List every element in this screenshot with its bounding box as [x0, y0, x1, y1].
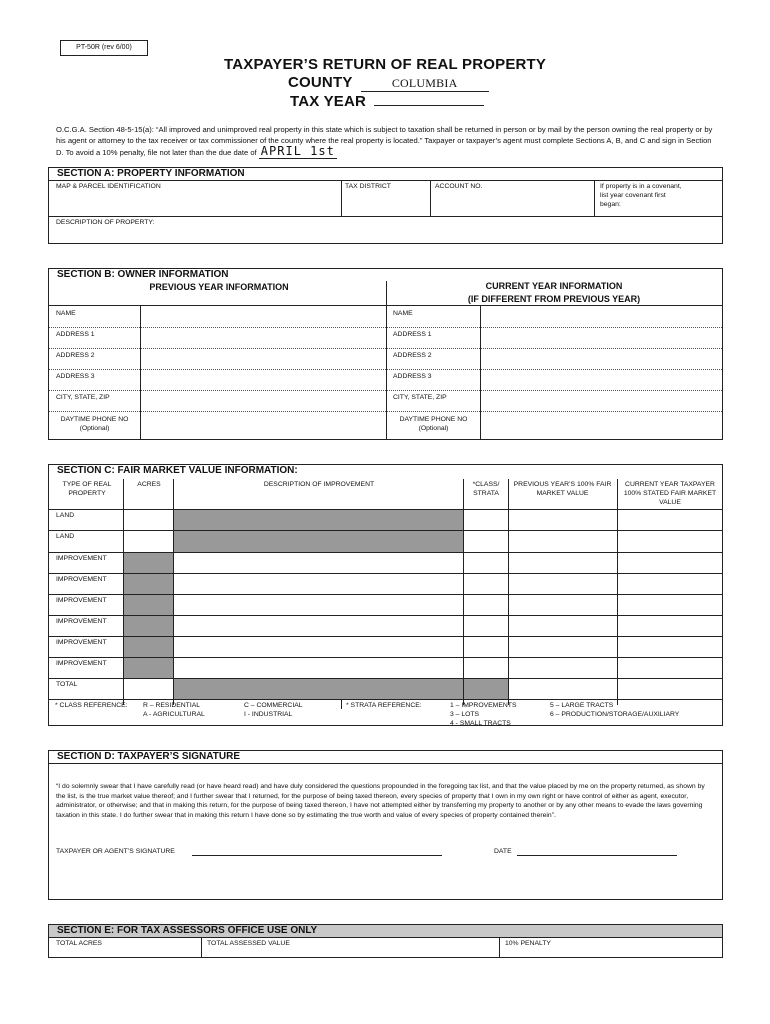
- class-strata-column[interactable]: [464, 510, 508, 678]
- prev-address1-field[interactable]: [141, 328, 386, 348]
- improvement1-desc-field[interactable]: [174, 553, 463, 573]
- form-title: TAXPAYER’S RETURN OF REAL PROPERTY: [224, 56, 547, 73]
- curr-address3-label: ADDRESS 3: [393, 373, 432, 380]
- prev-address3-label: ADDRESS 3: [56, 373, 95, 380]
- account-no-label: ACCOUNT NO.: [435, 183, 483, 190]
- shade-land1-desc: [174, 510, 463, 530]
- penalty-label: 10% PENALTY: [505, 940, 551, 947]
- covenant-year-field[interactable]: [594, 181, 722, 216]
- prev-address3-field[interactable]: [141, 370, 386, 390]
- shade-total-class: [464, 679, 508, 699]
- intro-text: [56, 124, 716, 158]
- oath-text: “I do solemnly swear that I have carefully read (or have heard read) and have duly considered the questions propounded in the foregoing tax list, and that the value placed by me on the property returned, as shown by the list, is the true market value thereof; and I further swear that I returned, for the purpose of being taxed thereon, every species of property that I own in my own right or have control of either as agent, executor, administrator, or otherwise; and that in making this return, for the purpose of being taxed thereon, I have not attempted either by transferring my property to another or by any other means to evade the laws governing taxation in this state. I do further swear that in making this return I have done so by estimating the true worth and value of every species of property contained therein”.: [56, 783, 705, 819]
- tax-year-field[interactable]: [374, 92, 484, 106]
- tax-district-field[interactable]: [341, 181, 430, 216]
- improvement5-desc-field[interactable]: [174, 637, 463, 657]
- tax-district-label: TAX DISTRICT: [345, 183, 391, 190]
- shade-land2-desc: [174, 531, 463, 552]
- strata-4: 4 - SMALL TRACTS: [450, 720, 511, 727]
- curr-phone-text: DAYTIME PHONE NO: [399, 416, 468, 423]
- curr-name-label: NAME: [393, 310, 413, 317]
- map-parcel-label: MAP & PARCEL IDENTIFICATION: [56, 183, 161, 190]
- prev-address2-field[interactable]: [141, 349, 386, 369]
- prev-address1-label: ADDRESS 1: [56, 331, 95, 338]
- county-field[interactable]: COLUMBIA: [361, 76, 489, 92]
- class-i: I - INDUSTRIAL: [244, 711, 293, 718]
- covenant-label: If property is in a covenant, list year covenant first began:: [600, 183, 682, 208]
- strata-3: 3 – LOTS: [450, 711, 480, 718]
- prev-phone-optional: (Optional): [79, 425, 110, 432]
- total-acres-label: TOTAL ACRES: [56, 940, 102, 947]
- col-desc-label: DESCRIPTION OF IMPROVEMENT: [263, 481, 375, 488]
- curr-city-field[interactable]: [481, 391, 722, 411]
- curr-phone-field[interactable]: [481, 412, 722, 439]
- prev-phone-text: DAYTIME PHONE NO: [60, 416, 129, 423]
- section-a: [48, 167, 723, 244]
- curr-address3-field[interactable]: [481, 370, 722, 390]
- improvement3-desc-field[interactable]: [174, 595, 463, 615]
- account-no-field[interactable]: [430, 181, 594, 216]
- description-field[interactable]: [49, 216, 722, 243]
- tax-year-label: TAX YEAR: [290, 93, 367, 110]
- section-d-heading: SECTION D: TAXPAYER’S SIGNATURE: [49, 751, 722, 764]
- curr-address1-field[interactable]: [481, 328, 722, 348]
- form-id: PT-50R (rev 6/00): [60, 40, 148, 56]
- shade-total-desc: [174, 679, 463, 699]
- curr-address2-field[interactable]: [481, 349, 722, 369]
- col-type-label: TYPE OF REAL PROPERTY: [62, 481, 112, 497]
- curr-phone-label: [387, 415, 480, 433]
- curr-phone-optional: (Optional): [418, 425, 449, 432]
- section-b: [48, 268, 723, 440]
- col-acres-label: ACRES: [137, 481, 161, 488]
- signature-field[interactable]: [192, 846, 442, 856]
- intro-statute: O.C.G.A. Section 48-5-15(a): “All improved and unimproved real property in this state which is subject to taxation shall be returned in person or by mail by the person owning the real property or by his agent or attorney to the tax receiver or tax commissioner of the county where the real property is located.” Taxpayer or taxpayer’s agent must complete Sections A, B, and C and sign in Section D. To avoid a 10% penalty, file not later than the due date of: [56, 125, 713, 157]
- curr-address2-label: ADDRESS 2: [393, 352, 432, 359]
- improvement4-desc-field[interactable]: [174, 616, 463, 636]
- map-parcel-field[interactable]: [49, 181, 341, 216]
- section-a-heading: SECTION A: PROPERTY INFORMATION: [49, 168, 722, 181]
- curr-year-heading: CURRENT YEAR INFORMATION: [485, 281, 623, 291]
- row-improvement-2: IMPROVEMENT: [56, 576, 107, 583]
- prev-address2-label: ADDRESS 2: [56, 352, 95, 359]
- curr-name-field[interactable]: [481, 306, 722, 327]
- prev-value-column[interactable]: [509, 510, 617, 699]
- row-improvement-1: IMPROVEMENT: [56, 555, 107, 562]
- row-land-2: LAND: [56, 533, 75, 540]
- class-a: A - AGRICULTURAL: [143, 711, 205, 718]
- row-improvement-6: IMPROVEMENT: [56, 660, 107, 667]
- row-land-1: LAND: [56, 512, 75, 519]
- total-assessed-label: TOTAL ASSESSED VALUE: [207, 940, 290, 947]
- col-prev-label: PREVIOUS YEAR’S 100% FAIR MARKET VALUE: [513, 481, 612, 497]
- section-c-heading: SECTION C: FAIR MARKET VALUE INFORMATION:: [57, 465, 298, 476]
- curr-city-label: CITY, STATE, ZIP: [393, 394, 447, 401]
- row-improvement-4: IMPROVEMENT: [56, 618, 107, 625]
- date-label: DATE: [494, 848, 512, 855]
- col-class-label: *CLASS/ STRATA: [472, 481, 500, 497]
- improvement6-desc-field[interactable]: [174, 658, 463, 678]
- strata-reference-label: * STRATA REFERENCE:: [346, 702, 422, 709]
- land1-acres-field[interactable]: [124, 510, 173, 530]
- prev-phone-field[interactable]: [141, 412, 386, 439]
- curr-value-column[interactable]: [618, 510, 722, 699]
- curr-address1-label: ADDRESS 1: [393, 331, 432, 338]
- land2-acres-field[interactable]: [124, 531, 173, 552]
- section-b-heading: SECTION B: OWNER INFORMATION: [57, 269, 229, 280]
- prev-year-heading: PREVIOUS YEAR INFORMATION: [149, 282, 289, 292]
- description-label: DESCRIPTION OF PROPERTY:: [56, 219, 155, 226]
- prev-phone-label: [49, 415, 140, 433]
- county-line: [288, 74, 489, 92]
- strata-5: 5 – LARGE TRACTS: [550, 702, 614, 709]
- prev-city-field[interactable]: [141, 391, 386, 411]
- class-reference-label: * CLASS REFERENCE:: [55, 702, 128, 709]
- signature-label: TAXPAYER OR AGENT’S SIGNATURE: [56, 848, 175, 855]
- prev-name-field[interactable]: [141, 306, 386, 327]
- curr-year-subheading: (IF DIFFERENT FROM PREVIOUS YEAR): [467, 294, 641, 304]
- county-label: COUNTY: [288, 74, 353, 91]
- prev-name-label: NAME: [56, 310, 76, 317]
- section-c: [48, 464, 723, 726]
- tax-year-line: [290, 92, 484, 110]
- section-e: [48, 924, 723, 958]
- section-e-heading: SECTION E: FOR TAX ASSESSORS OFFICE USE ONLY: [49, 925, 722, 938]
- class-r: R – RESIDENTIAL: [143, 702, 201, 709]
- improvement2-desc-field[interactable]: [174, 574, 463, 594]
- section-d: [48, 750, 723, 900]
- prev-city-label: CITY, STATE, ZIP: [56, 394, 110, 401]
- date-field[interactable]: [517, 846, 677, 856]
- col-curr-label: CURRENT YEAR TAXPAYER 100% STATED FAIR MARKET VALUE: [623, 481, 717, 506]
- row-improvement-5: IMPROVEMENT: [56, 639, 107, 646]
- row-total: TOTAL: [56, 681, 78, 688]
- class-c: C – COMMERCIAL: [244, 702, 303, 709]
- strata-1: 1 – IMPROVEMENTS: [450, 702, 517, 709]
- strata-6: 6 – PRODUCTION/STORAGE/AUXILIARY: [550, 711, 680, 718]
- due-date: APRIL 1st: [260, 144, 335, 158]
- row-improvement-3: IMPROVEMENT: [56, 597, 107, 604]
